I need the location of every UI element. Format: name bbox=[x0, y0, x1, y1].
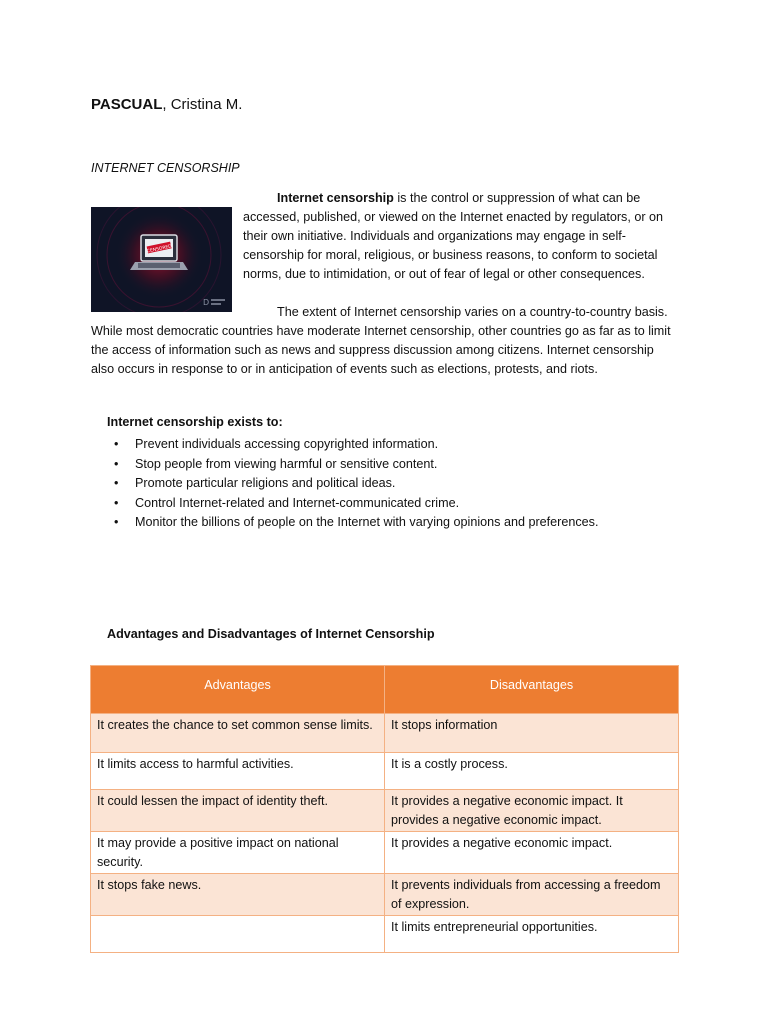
author-surname: PASCUAL bbox=[91, 96, 163, 113]
bullet-icon: • bbox=[114, 515, 119, 529]
advantage-cell: It limits access to harmful activities. bbox=[91, 753, 385, 790]
disadvantage-cell: It provides a negative economic impact. bbox=[385, 832, 679, 874]
table-row bbox=[91, 916, 679, 953]
header-disadvantages: Disadvantages bbox=[385, 666, 679, 714]
table-title: Advantages and Disadvantages of Internet Censorship bbox=[107, 627, 435, 641]
extent-body: The extent of Internet censorship varies on a country-to-country basis. While most democratic countries have moderate Internet censorship, other countries go as far as to limit the access of information such as news and suppress discussion among citizens. Internet censorship also occurs in response to or in anticipation of events such as elections, protests, and riots. bbox=[91, 305, 671, 376]
laptop-censored-icon bbox=[91, 207, 232, 312]
badge-text: CENSORED bbox=[146, 244, 173, 255]
bullet-icon: • bbox=[114, 456, 119, 471]
list-item: • Promote particular religions and political ideas. bbox=[107, 474, 598, 494]
table-row bbox=[91, 874, 679, 916]
advantage-cell: It creates the chance to set common sense limits. bbox=[91, 714, 385, 753]
table-row bbox=[91, 790, 679, 832]
advantage-cell: It may provide a positive impact on national security. bbox=[91, 832, 385, 874]
disadvantage-cell: It prevents individuals from accessing a freedom of expression. bbox=[385, 874, 679, 916]
advantage-cell bbox=[91, 916, 385, 953]
list-item: • Prevent individuals accessing copyrighted information. bbox=[107, 435, 598, 455]
bullet-icon: • bbox=[114, 476, 119, 490]
table-row bbox=[91, 714, 679, 753]
table-row bbox=[91, 832, 679, 874]
comparison-table bbox=[90, 665, 679, 953]
disadvantage-cell: It limits entrepreneurial opportunities. bbox=[385, 916, 679, 953]
censorship-illustration bbox=[91, 207, 232, 312]
extent-paragraph bbox=[91, 303, 677, 379]
bullet-icon: • bbox=[114, 437, 119, 451]
disadvantage-cell: It stops information bbox=[385, 714, 679, 753]
svg-text:D: D bbox=[203, 298, 210, 307]
intro-lead-term: Internet censorship bbox=[277, 191, 394, 205]
list-item: • Control Internet-related and Internet-communicated crime. bbox=[107, 494, 598, 514]
intro-paragraph bbox=[243, 189, 677, 284]
header-advantages: Advantages bbox=[91, 666, 385, 714]
list-item: • Monitor the billions of people on the Internet with varying opinions and preferences. bbox=[107, 513, 598, 533]
table-row bbox=[91, 753, 679, 790]
author-given-name: , Cristina M. bbox=[162, 96, 243, 113]
purpose-list bbox=[107, 435, 598, 533]
intro-body: is the control or suppression of what can be accessed, published, or viewed on the Internet enacted by regulators, or on their own initiative. Individuals and organizations may engage in self-censorship for moral, religious, or business reasons, to conform to societal norms, due to intimidation, or out of fear of legal or other consequences. bbox=[243, 191, 664, 281]
list-item: • Stop people from viewing harmful or sensitive content. bbox=[107, 455, 598, 475]
exists-heading: Internet censorship exists to: bbox=[107, 415, 283, 429]
bullet-icon: • bbox=[114, 495, 119, 510]
disadvantage-cell: It is a costly process. bbox=[385, 753, 679, 790]
section-title: INTERNET CENSORSHIP bbox=[91, 161, 240, 175]
disadvantage-cell: It provides a negative economic impact. It provides a negative economic impact. bbox=[385, 790, 679, 832]
table-header-row bbox=[91, 666, 679, 714]
advantage-cell: It stops fake news. bbox=[91, 874, 385, 916]
author-name bbox=[91, 96, 242, 113]
advantage-cell: It could lessen the impact of identity theft. bbox=[91, 790, 385, 832]
